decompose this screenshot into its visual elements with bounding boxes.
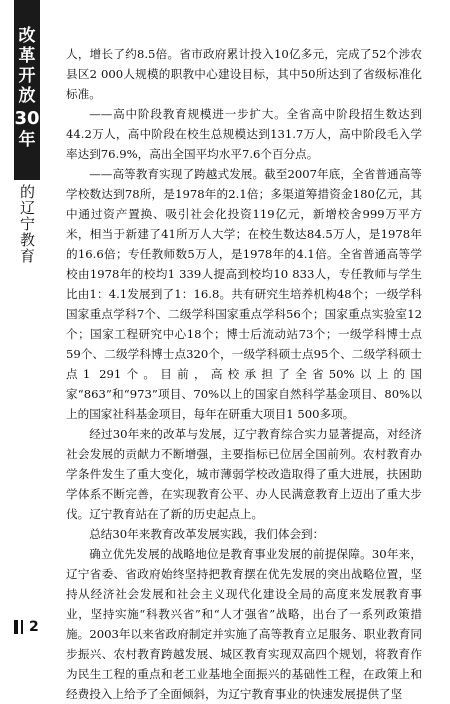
side-title-band <box>14 0 40 270</box>
page-number: 2 <box>29 619 39 635</box>
side-subtitle: 的辽宁教育 <box>18 184 36 264</box>
side-title-char: 革 <box>18 46 36 66</box>
footer-bar <box>21 620 23 634</box>
footer-bar <box>14 620 18 634</box>
side-title-block <box>14 0 40 180</box>
paragraph: ——高中阶段教育规模进一步扩大。全省高中阶段招生数达到44.2万人，高中阶段在校生总规模达到131.7万人，高中阶段毛入学率达到76.9%，高出全国平均水平7.6个百分点。 <box>66 107 422 161</box>
side-title-char: 放 <box>18 86 36 106</box>
side-title-number: 30 <box>14 108 40 129</box>
side-title-year: 年 <box>18 130 36 150</box>
paragraph: 总结30年来教育改革发展实践，我们体会到： <box>89 527 325 541</box>
paragraph: 人，增长了约8.5倍。省市政府累计投入10亿多元，完成了52个涉农县区2 000人规模的职教中心建设目标，其中50所达到了省级标准化标准。 <box>66 47 422 101</box>
body-text <box>66 44 422 704</box>
paragraph: 确立优先发展的战略地位是教育事业发展的前提保障。30年来，辽宁省委、省政府始终坚持把教育摆在优先发展的突出战略位置，坚持从经济社会发展和社会主义现代化建设全局的高度来发展教育事业，坚持实施“科教兴省”和“人才强省”战略，出台了一系列政策措施。2003年以来省政府制定并实施了高等教育立足服务、职业教育同步振兴、农村教育跨越发展、城区教育实现双高四个规划，将教育作为民生工程的重点和老工业基地全面振兴的基础性工程，在政策上和经费投入上给予了全面倾斜，为辽宁教育事业的快速发展提供了坚 <box>66 547 422 701</box>
paragraph: 经过30年来的改革与发展，辽宁教育综合实力显著提高，对经济社会发展的贡献力不断增强，主要指标已位居全国前列。农村教育办学条件发生了重大变化，城市薄弱学校改造取得了重大进展，扶困助学体系不断完善，在实现教育公平、办人民满意教育上迈出了重大步伐。辽宁教育站在了新的历史起点上。 <box>66 427 422 521</box>
paragraph: ——高等教育实现了跨越式发展。截至2007年底，全省普通高等学校数达到78所，是1978年的2.1倍；多渠道筹措资金180亿元，其中通过资产置换、吸引社会化投资119亿元，新增校舍999万平方米，相当于新建了41所万人大学；在校生数达84.5万人，是1978年的16.6倍；专任教师数5万人，是1978年的4.1倍。全省普通高等学校由1978年的校均1 339人提高到校均10 833人，专任教师与学生比由1：4.1发展到了1：16.8。共有研究生培养机构48个；一级学科国家重点学科7个、二级学科国家重点学科56个；国家重点实验室12个；国家工程研究中心18个；博士后流动站73个；一级学科博士点59个、二级学科博士点320个，一级学科硕士点95个、二级学科硕士点1 291个。目前，高校承担了全省50%以上的国家“863”和“973”项目、70%以上的国家自然科学基金项目、80%以上的国家社科基金项目，每年在研重大项目1 500多项。 <box>66 167 422 421</box>
side-title-char: 改 <box>18 26 36 46</box>
side-title-char: 开 <box>18 66 36 86</box>
page-footer <box>14 617 39 637</box>
